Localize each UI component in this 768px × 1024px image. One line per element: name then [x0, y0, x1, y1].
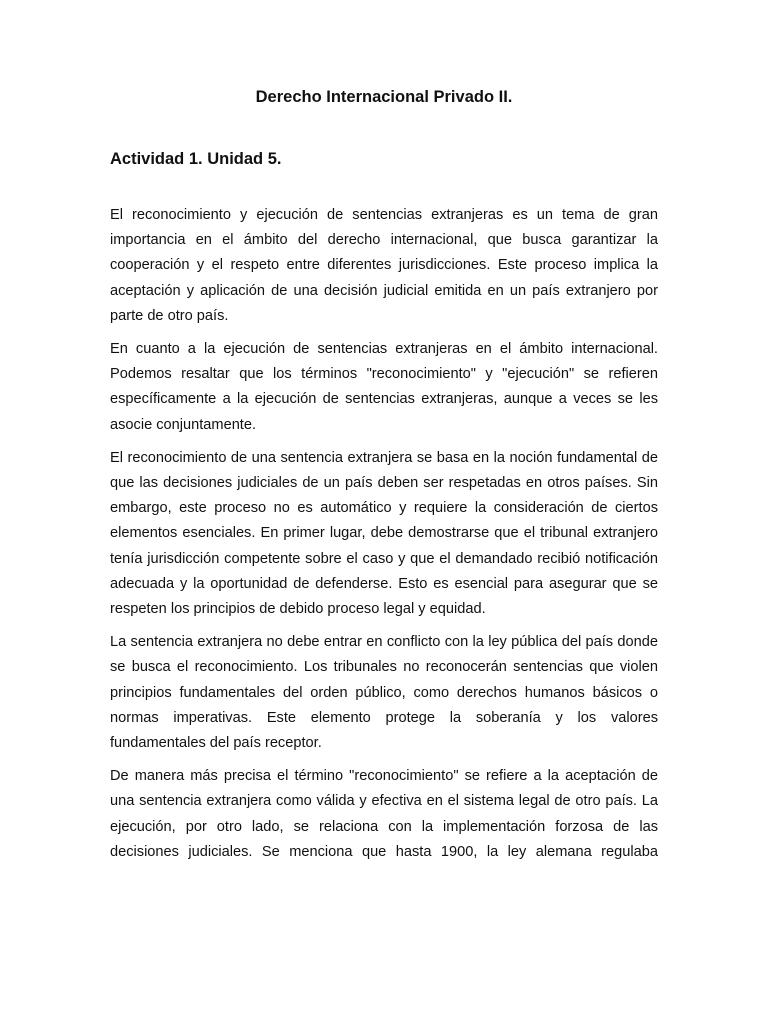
paragraph: El reconocimiento de una sentencia extranjera se basa en la noción fundamental de que las decisiones judiciales de un país deben ser respetadas en otros países. Sin embargo, este proceso no es automático y requiere la consideración de ciertos elementos esenciales. En primer lugar, debe demostrarse que el tribunal extranjero tenía jurisdicción competente sobre el caso y que el demandado recibió notificación adecuada y la oportunidad de defenderse. Esto es esencial para asegurar que se respeten los principios de debido proceso legal y equidad. — [110, 449, 658, 618]
paragraph: De manera más precisa el término "reconocimiento" se refiere a la aceptación de una sentencia extranjera como válida y efectiva en el sistema legal de otro país. La ejecución, por otro lado, se relaciona con la implementación forzosa de las decisiones judiciales. Se menciona que hasta 1900, la ley alemana regulaba — [110, 768, 658, 860]
document-title: Derecho Internacional Privado II. — [255, 88, 513, 106]
document-subtitle: Actividad 1. Unidad 5. — [110, 150, 282, 168]
paragraph: El reconocimiento y ejecución de sentencias extranjeras es un tema de gran importancia en el ámbito del derecho internacional, que busca garantizar la cooperación y el respeto entre diferentes jurisdicciones. Este proceso implica la aceptación y aplicación de una decisión judicial emitida en un país extranjero por parte de otro país. — [110, 207, 658, 324]
document-body — [110, 203, 658, 865]
paragraph: La sentencia extranjera no debe entrar en conflicto con la ley pública del país donde se busca el reconocimiento. Los tribunales no reconocerán sentencias que violen principios fundamentales del orden público, como derechos humanos básicos o normas imperativas. Este elemento protege la soberanía y los valores fundamentales del país receptor. — [110, 634, 658, 752]
paragraph: En cuanto a la ejecución de sentencias extranjeras en el ámbito internacional. Podemos resaltar que los términos "reconocimiento" y "ejecución" se refieren específicamente a la ejecución de sentencias extranjeras, aunque a veces se les asocie conjuntamente. — [110, 341, 658, 433]
